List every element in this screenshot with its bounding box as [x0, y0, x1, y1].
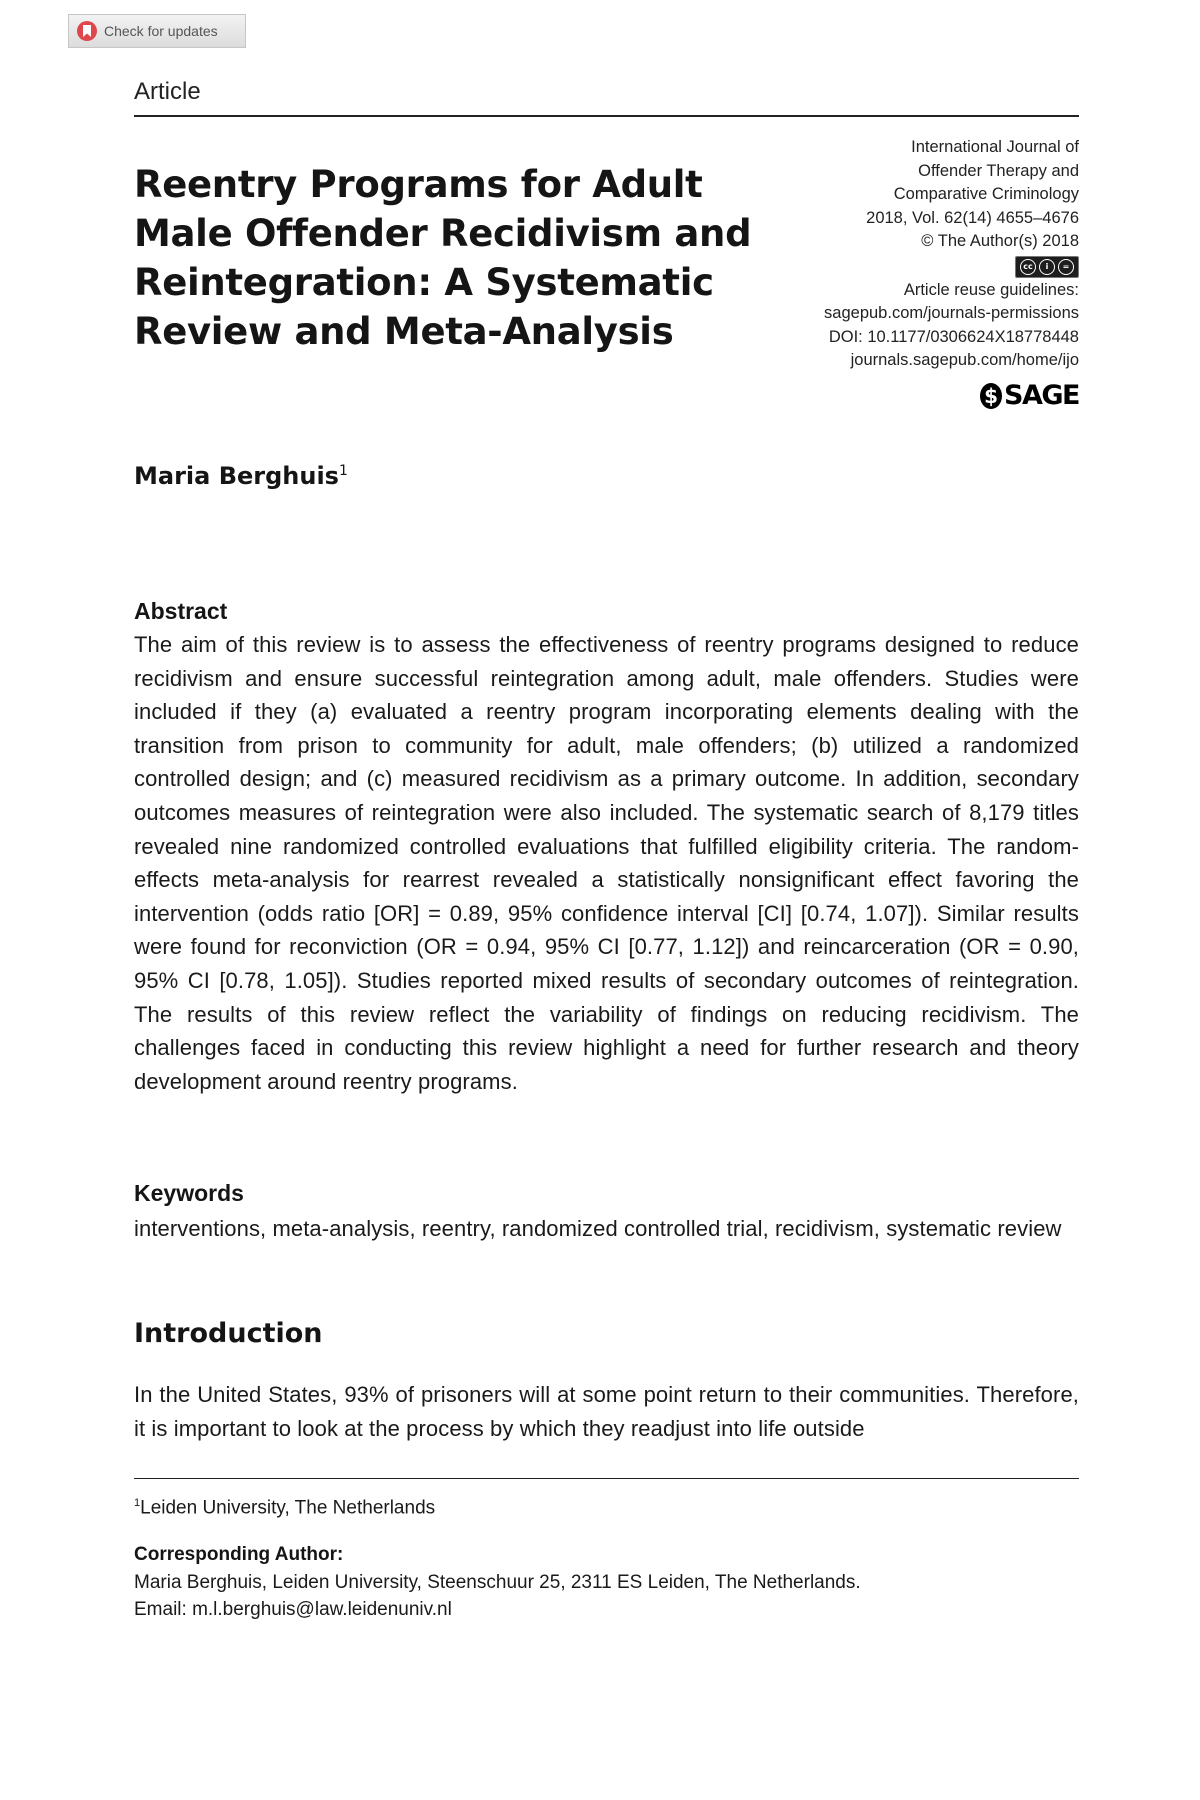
footnote-divider: [134, 1478, 1079, 1479]
sage-logo: [980, 379, 1079, 411]
journal-metadata: [739, 136, 1079, 410]
introduction-heading: Introduction: [134, 1318, 323, 1349]
journal-name-line: International Journal of: [911, 138, 1079, 156]
check-for-updates-label: Check for updates: [104, 23, 218, 39]
journal-name-line: Offender Therapy and: [918, 161, 1079, 180]
sage-logo-text: SAGE: [1004, 379, 1079, 411]
corresponding-address: Maria Berghuis, Leiden University, Steenschuur 25, 2311 ES Leiden, The Netherlands.: [134, 1572, 861, 1593]
abstract-heading: Abstract: [134, 598, 228, 624]
affiliation-text: Leiden University, The Netherlands: [140, 1497, 436, 1519]
corresponding-author-heading: Corresponding Author:: [134, 1544, 344, 1565]
author-affiliation-mark: 1: [338, 463, 348, 479]
header-divider: [134, 115, 1079, 117]
affiliation-footnote: [134, 1497, 435, 1519]
article-title: Reentry Programs for Adult Male Offender Recidivism and Reintegration: A Systematic Review and Meta-Analysis: [134, 163, 752, 353]
author-name-text: Maria Berghuis: [134, 462, 339, 490]
doi-link[interactable]: DOI: 10.1177/0306624X18778448: [828, 327, 1079, 346]
article-type-label: Article: [134, 78, 201, 105]
keywords-heading: Keywords: [134, 1180, 244, 1206]
abstract-text: The aim of this review is to assess the effectiveness of reentry programs designed to reduce recidivism and ensure successful reintegration among adult, male offenders. Studies were included if they (a) evaluated a reentry program incorporating elements dealing with the transition from prison to community for adult, male offenders; (b) utilized a randomized controlled design; and (c) measured recidivism as a primary outcome. In addition, secondary outcomes measures of reintegration were also included. The systematic search of 8,179 titles revealed nine randomized controlled evaluations that fulfilled eligibility criteria. The random-effects meta-analysis for rearrest revealed a statistically nonsignificant effect favoring the intervention (odds ratio [OR] = 0.89, 95% confidence interval [CI] [0.74, 1.07]). Similar results were found for reconviction (OR = 0.94, 95% CI [0.77, 1.12]) and reincarceration (OR = 0.90, 95% CI [0.78, 1.05]). Studies reported mixed results of secondary outcomes of reintegration. The results of this review reflect the variability of findings on reducing recidivism. The challenges faced in conducting this review highlight a need for further research and theory development around reentry programs.: [134, 632, 1079, 1094]
journal-homepage-link[interactable]: journals.sagepub.com/home/ijo: [850, 351, 1079, 369]
creative-commons-icon: cc i =: [1015, 256, 1079, 278]
introduction-text: In the United States, 93% of prisoners will at some point return to their communities. Therefore, it is important to look at the process by which they readjust into life outside: [134, 1382, 1079, 1441]
keywords-text: interventions, meta-analysis, reentry, randomized controlled trial, recidivism, systematic review: [134, 1216, 1062, 1241]
bookmark-icon: [77, 21, 97, 41]
sage-logo-icon: $: [980, 383, 1002, 409]
copyright-notice: © The Author(s) 2018: [921, 232, 1079, 250]
reuse-guidelines-label: Article reuse guidelines:: [903, 280, 1079, 299]
reuse-guidelines-link[interactable]: sagepub.com/journals-permissions: [824, 304, 1079, 322]
journal-citation: 2018, Vol. 62(14) 4655–4676: [866, 208, 1079, 227]
corresponding-email[interactable]: Email: m.l.berghuis@law.leidenuniv.nl: [134, 1599, 452, 1620]
affiliation-mark: 1: [134, 1497, 141, 1509]
journal-name-line: Comparative Criminology: [893, 185, 1079, 203]
check-for-updates-button[interactable]: [68, 14, 246, 48]
author-name: [134, 462, 348, 490]
